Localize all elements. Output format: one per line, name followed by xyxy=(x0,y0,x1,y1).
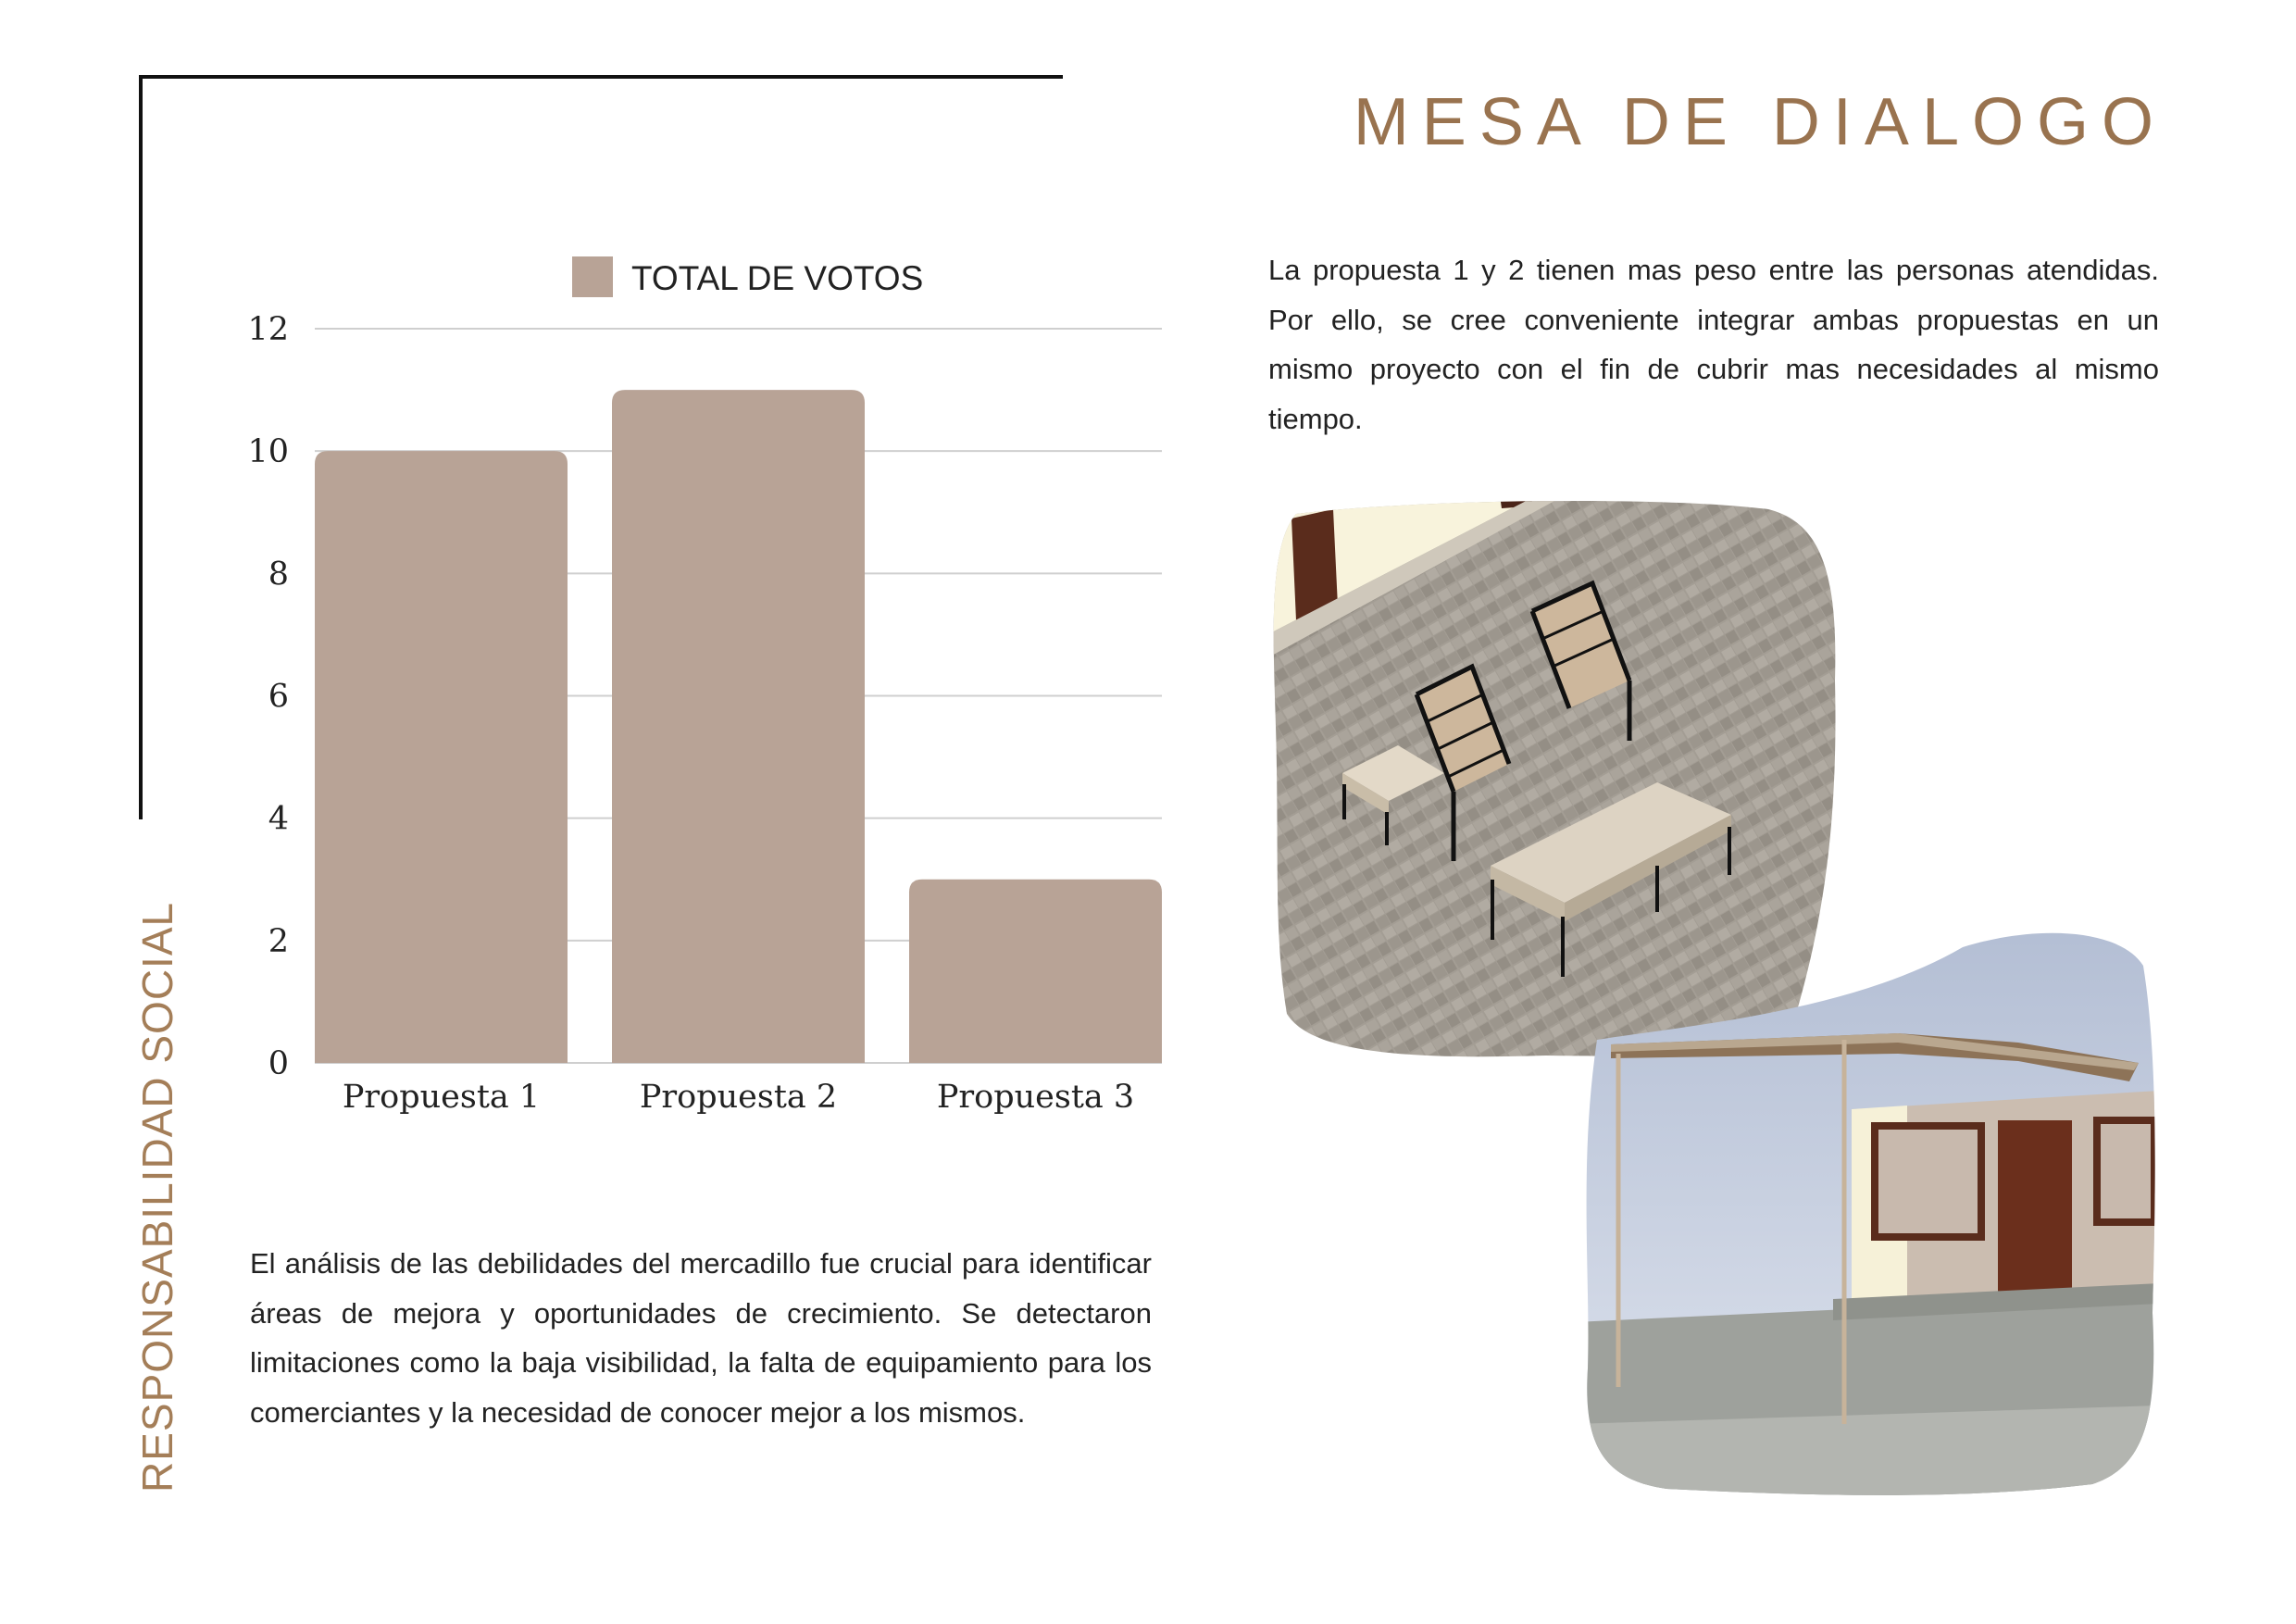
bar-2 xyxy=(612,390,865,1063)
chart-y-ticks xyxy=(247,311,289,1082)
x-tick-label: Propuesta 1 xyxy=(342,1079,541,1116)
y-tick-label: 2 xyxy=(268,922,289,960)
canopy-render-image xyxy=(1574,924,2159,1498)
y-tick-label: 6 xyxy=(268,678,289,716)
y-tick-label: 12 xyxy=(247,311,289,348)
y-tick-label: 8 xyxy=(268,556,289,593)
x-tick-label: Propuesta 2 xyxy=(639,1079,838,1116)
frame-line-left xyxy=(139,75,143,819)
section-label: RESPONSABILIDAD SOCIAL xyxy=(133,901,181,1493)
y-tick-label: 10 xyxy=(247,433,289,471)
chart-x-ticks xyxy=(343,1079,1134,1116)
analysis-paragraph: El análisis de las debilidades del mercadillo fue crucial para identificar áreas de mejora y oportunidades de crecimiento. Se detectaron limitaciones como la baja visibilidad, la falta de equipamiento para los comerciantes y la necesidad de conocer mejor a los mismos. xyxy=(250,1247,1152,1429)
chart-legend xyxy=(572,256,923,297)
bar-3 xyxy=(909,880,1162,1063)
x-tick-label: Propuesta 3 xyxy=(936,1079,1135,1116)
bar-1 xyxy=(315,451,568,1063)
y-tick-label: 0 xyxy=(268,1045,289,1082)
legend-swatch xyxy=(572,256,613,297)
votes-bar-chart xyxy=(222,231,1185,1139)
page-title: MESA DE DIALOGO xyxy=(1353,85,2166,159)
intro-paragraph: La propuesta 1 y 2 tienen mas peso entre las personas atendidas. Por ello, se cree conveniente integrar ambas propuestas en un mismo proyecto con el fin de cubrir mas necesidades al mismo tiempo. xyxy=(1268,254,2159,435)
legend-label: TOTAL DE VOTOS xyxy=(631,259,924,297)
frame-line-top xyxy=(139,75,1063,79)
chart-bars xyxy=(315,390,1162,1063)
y-tick-label: 4 xyxy=(268,800,289,838)
